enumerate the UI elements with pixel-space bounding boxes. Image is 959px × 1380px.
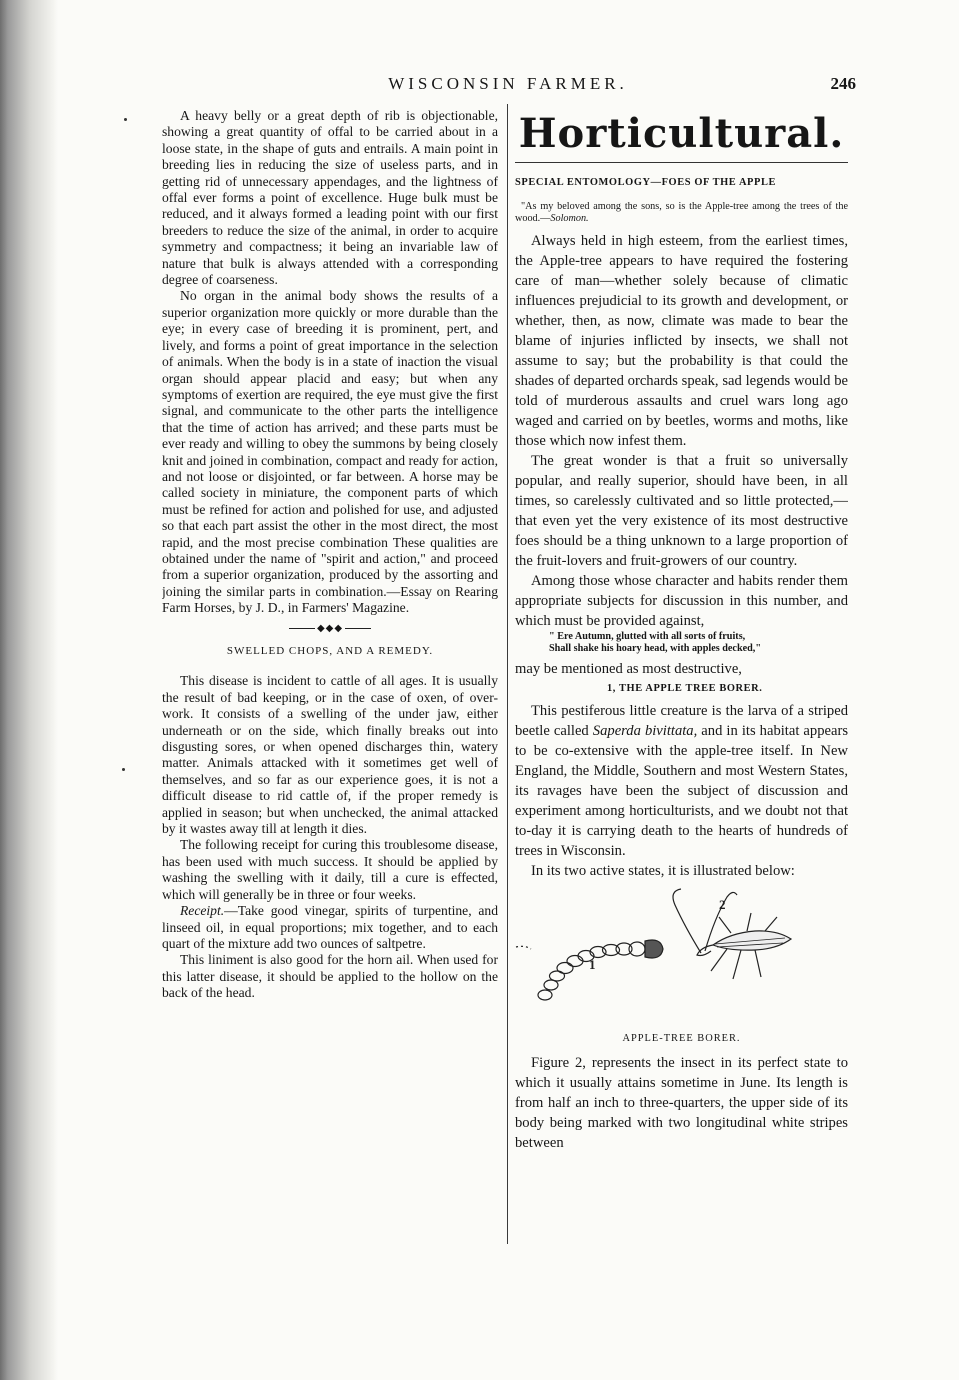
paragraph: may be mentioned as most destructive, [515, 661, 742, 677]
paragraph: Always held in high esteem, from the earliest times, the Apple-tree appears to have required the fostering care of man—whether solely because of climatic influences prejudicial to its growth and development, or whether, then, as now, climate was made to bear the blame of injuries inflicted by insects, we shall not assume to say; but the probability is that could the shades of departed orchards speak, sad legends would be told of murderous assaults and cruel wars long ago waged and carried on by beetles, worms and moths, like those which now infest them. [515, 233, 848, 449]
column-divider [507, 104, 508, 1244]
ink-speck [122, 768, 125, 771]
paragraph: This liniment is also good for the horn ail. When used for this latter disease, it should be applied to the hollow on the back of the head. [162, 952, 498, 1001]
receipt-text: —Take good vinegar, spirits of turpentine, and linseed oil, in equal proportions; mix together, and to each quart of the mixture add two ounces of saltpetre. [162, 903, 498, 951]
figure-label-1: 1 [589, 957, 596, 972]
receipt-label: Receipt. [180, 903, 225, 919]
figure-caption: APPLE-TREE BORER. [622, 1033, 741, 1044]
page-header [160, 74, 856, 98]
paragraph: Figure 2, represents the insect in its perfect state to which it usually attains sometime in June. Its length is from half an inch to three-quarters, the upper side of its body being marked with two longitudinal white stripes between [515, 1055, 848, 1151]
article-headline: SPECIAL ENTOMOLOGY—FOES OF THE APPLE [515, 177, 777, 188]
section-title: Horticultural. [518, 110, 845, 157]
left-column [162, 108, 498, 1248]
paragraph: The following receipt for curing this troublesome disease, has been used with much success. It should be applied by washing the swelling with it daily, till a cure is effected, which will generally be in three or four weeks. [162, 837, 498, 902]
beetle-drawing [673, 889, 791, 979]
binding-gutter [0, 0, 58, 1380]
apple-tree-borer-figure [515, 887, 848, 1027]
page-number: 246 [830, 74, 856, 93]
epigraph: "As my beloved among the sons, so is the Apple-tree among the trees of the wood.—Solomon. [515, 201, 848, 224]
right-column [515, 108, 848, 1248]
figure-label-2: 2 [719, 897, 726, 912]
section-separator: ◆◆◆ [162, 621, 498, 637]
article-subhead: SWELLED CHOPS, AND A REMEDY. [226, 645, 434, 657]
paragraph: This disease is incident to cattle of all ages. It is usually the result of bad keeping, or in the case of oxen, of over-work. It consists of a swelling of the under jaw, either underneath or on the side, which finally breaks out into disgusting sores, or when opened discharges thin, watery matter. Animals attacked with it sometimes get well of themselves, and so far as our experience goes, it is not a difficult disease to rid cattle of, if the proper remedy is applied in season; but when unchecked, the animal attacked by it wastes away till at length it dies. [162, 673, 498, 837]
paragraph: In its two active states, it is illustrated below: [531, 863, 795, 879]
paragraph: The great wonder is that a fruit so universally popular, and really superior, should have been, in all times, so carelessly cultivated and so little protected,—that even yet the very existence of its most destructive foes should be a thing unknown to a large proportion of the fruit-lovers and fruit-growers of our country. [515, 453, 848, 569]
verse-quote: " Ere Autumn, glutted with all sorts of fruits, Shall shake his hoary head, with apples decked," [549, 631, 762, 654]
title-rule [515, 162, 848, 163]
paragraph: Among those whose character and habits render them appropriate subjects for discussion in this number, and which must be provided against, [515, 573, 848, 629]
species-name: Saperda bivittata, [592, 723, 698, 739]
paragraph: No organ in the animal body shows the results of a superior organization more quickly or more durable than the eye; in every case of breeding it is prominent, pert, and lively, and forms a point of great importance in the selection of animals. When the body is in a state of inaction the visual organ should appear placid and easy; but when any symptoms of exertion are required, the eye must give the first signal, and communicate to the other parts the intelligence that the time of action has arrived; and these parts must be ever ready and willing to obey the summons by being closely knit and joined in combination, compact and ready for action, and not loose or disjointed, or far between. A horse may be called society in miniature, the component parts of which must be refined for action and polished for use, and adjusted so that each part assist the other in the most direct, the most rapid, and the most precise combination These qualities are obtained under the name of "spirit and action," and proceed from a superior organization, produced by the assorting and joining the similar parts in combination.—Essay on Rearing Farm Horses, by J. D., in Farmers' Magazine. [162, 288, 498, 616]
paragraph: A heavy belly or a great depth of rib is objectionable, showing a great quantity of offal to be carried about in a loose state, in the shape of guts and entrails. A main point in breeding lies in reducing the size of useless parts, and in getting rid of unnecessary appendages, and the lightness of offal ever forms a point of excellence. Huge bulk must be reduced, and it always formed a leading point with our first breeders to reduce the size of the animal, in order to acquire symmetry and compactness; it being an invariable law of nature that bulk is always attended with a corresponding degree of coarseness. [162, 108, 498, 288]
paragraph [162, 903, 498, 952]
paragraph: This pestiferous little creature is the larva of a striped beetle called Saperda bivittata, and in its habitat appears to be co-extensive with the apple-tree itself. In New England, the Middle, Southern and most Western States, its ravages have been the subject of discussion and experiment among horticulturists, and we doubt not that to-day it is carrying death to the hearts of hundreds of trees in Wisconsin. [515, 703, 848, 859]
publication-title: WISCONSIN FARMER. [388, 74, 628, 93]
borer-illustration [515, 887, 848, 1027]
numbered-subhead: 1, THE APPLE TREE BORER. [607, 683, 763, 694]
ink-speck [124, 118, 127, 121]
